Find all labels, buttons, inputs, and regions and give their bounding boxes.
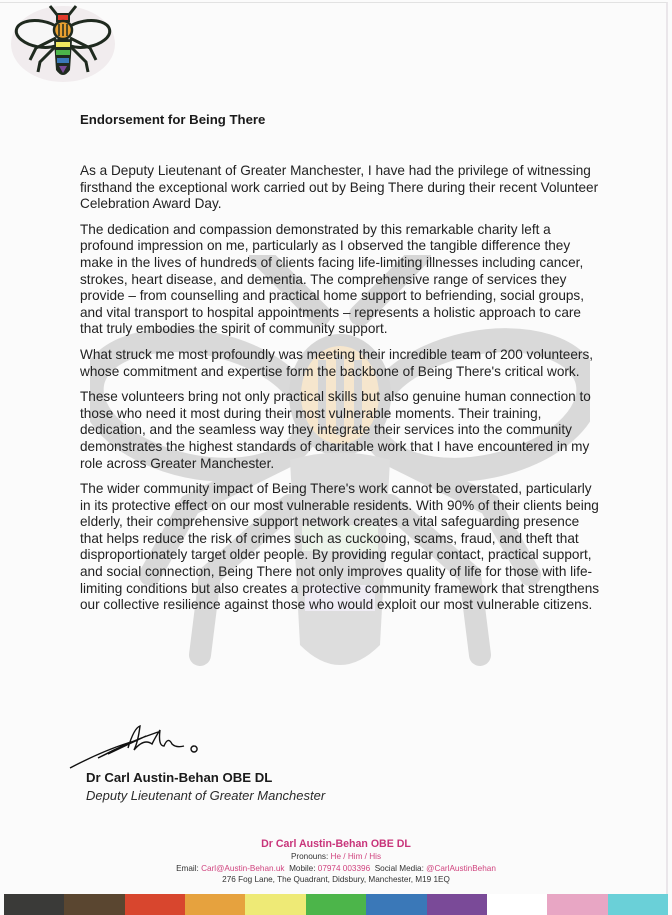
letter-body	[80, 163, 600, 623]
paragraph-community-impact: The wider community impact of Being There's work cannot be overstated, particularly in its protective effect on our most vulnerable residents. With 90% of their clients being elderly, their comprehensive support network creates a vital safeguarding presence that helps reduce the risk of crimes such as cuckooing, scams, fraud, and theft that disproportionately target older people. By providing regular contact, practical support, and social connection, Being There not only improves quality of life for those with life-limiting conditions but also creates a protective community framework that strengthens our collective resilience against those who would exploit our most vulnerable citizens.	[80, 481, 600, 613]
stripe-7	[427, 894, 487, 915]
stripe-6	[366, 894, 426, 915]
pronouns-value: He / Him / His	[330, 852, 382, 861]
social-label: Social Media:	[374, 863, 424, 873]
email-label: Email:	[176, 863, 199, 873]
email-link[interactable]: Carl@Austin-Behan.uk	[201, 863, 285, 873]
signatory-role: Deputy Lieutenant of Greater Manchester	[86, 788, 326, 803]
signatory-name: Dr Carl Austin-Behan OBE DL	[86, 770, 273, 785]
stripe-0	[4, 894, 64, 915]
stripe-5	[306, 894, 366, 915]
stripe-2	[125, 894, 185, 915]
stripe-8	[487, 894, 547, 915]
paragraph-volunteers-skills: These volunteers bring not only practical skills but also genuine human connection to those who need it most during their most vulnerable moments. Their training, dedication, and the seamless way they integrate their services into the community demonstrates the highest standards of charitable work that I have encountered in my role across Greater Manchester.	[80, 389, 591, 471]
paragraph-intro: As a Deputy Lieutenant of Greater Manchester, I have had the privilege of witnessing firsthand the exceptional work carried out by Being There during their recent Volunteer Celebration Award Day.	[80, 163, 599, 212]
rainbow-worker-bee-icon	[8, 2, 118, 84]
handwritten-signature	[68, 722, 228, 772]
stripe-9	[547, 894, 607, 915]
footer-pronouns	[0, 851, 672, 863]
stripe-4	[245, 894, 305, 915]
footer-name: Dr Carl Austin-Behan OBE DL	[261, 838, 411, 850]
footer-contact	[0, 863, 672, 875]
paragraph-dedication: The dedication and compassion demonstrated by this remarkable charity left a profound impression on me, particularly as I observed the tangible difference they make in the lives of hundreds of clients facing life-limiting illnesses including cancer, strokes, heart disease, and dementia. The comprehensive range of services they provide – from counselling and practical home support to befriending, social groups, and vital transport to hospital appointments – represents a holistic approach to care that truly embodies the spirit of community support.	[80, 221, 585, 337]
stripe-3	[185, 894, 245, 915]
footer-address: 276 Fog Lane, The Quadrant, Didsbury, Manchester, M19 1EQ	[222, 875, 450, 884]
rainbow-stripe-bar	[4, 894, 668, 915]
social-link[interactable]: @CarlAustinBehan	[426, 863, 496, 873]
stripe-10	[608, 894, 668, 915]
letterhead-footer	[0, 838, 672, 886]
paragraph-volunteers-team: What struck me most profoundly was meeting their incredible team of 200 volunteers, whose commitment and expertise form the backbone of Being There's critical work.	[80, 346, 594, 379]
mobile-link[interactable]: 07974 003396	[317, 863, 371, 873]
mobile-label: Mobile:	[289, 863, 316, 873]
pronouns-label: Pronouns:	[290, 852, 329, 861]
stripe-1	[64, 894, 124, 915]
document-title: Endorsement for Being There	[80, 112, 266, 127]
